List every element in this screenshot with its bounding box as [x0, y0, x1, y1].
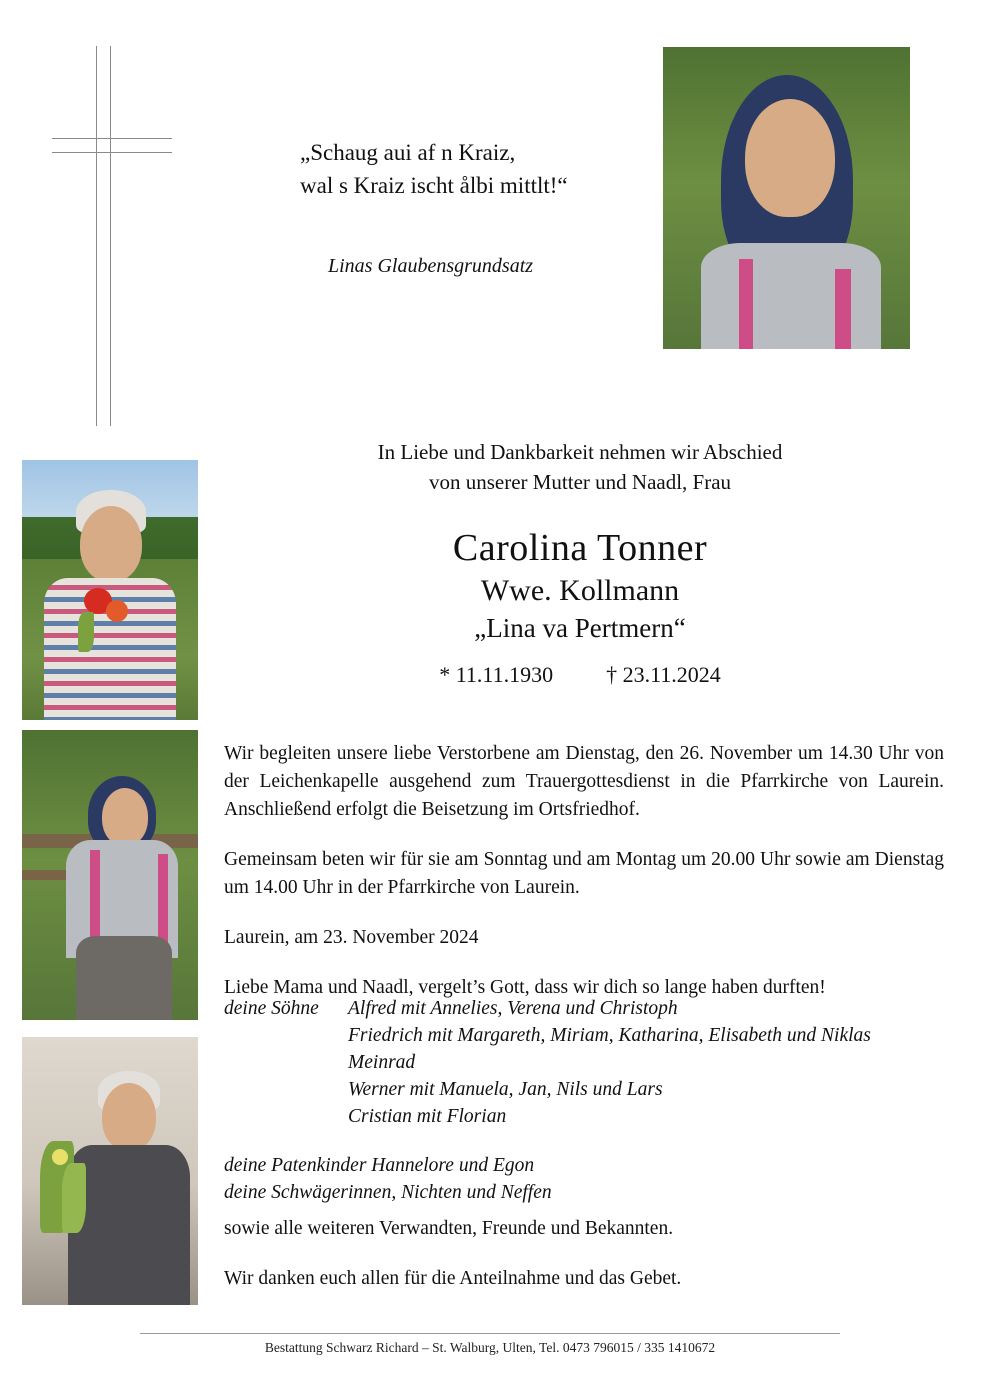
- son-line: Werner mit Manuela, Jan, Nils und Lars: [348, 1079, 663, 1100]
- son-line: Cristian mit Florian: [348, 1106, 507, 1127]
- name-block: [200, 525, 960, 688]
- footer-divider: [140, 1333, 840, 1334]
- sons-label: deine Söhne: [224, 998, 319, 1019]
- family-extra: [224, 1152, 944, 1206]
- life-dates: [200, 662, 960, 688]
- motto-line-2: wal s Kraiz ischt ålbi mittlt!“: [300, 173, 568, 198]
- sons-names: [348, 995, 944, 1130]
- deceased-widow-name: Wwe. Kollmann: [480, 574, 680, 607]
- closing-block: [224, 1215, 944, 1315]
- son-line: Alfred mit Annelies, Verena und Christoph: [348, 998, 678, 1019]
- portrait-photo-top: [663, 47, 910, 349]
- thanks-mother-line: Liebe Mama und Naadl, vergelt’s Gott, dass wir dich so lange haben durften!: [224, 977, 826, 998]
- intro-line-1: In Liebe und Dankbarkeit nehmen wir Abschied: [377, 440, 783, 464]
- funeral-paragraph: Wir begleiten unsere liebe Verstorbene am Dienstag, den 26. November um 14.30 Uhr von der Leichenkapelle ausgehend zum Trauergottesdienst in die Pfarrkirche von Laurein. Anschließend erfolgt die Beisetzung im Ortsfriedhof.: [224, 743, 944, 820]
- intro-block: [200, 437, 960, 497]
- photo-on-bench: [22, 730, 198, 1020]
- thanks-line: Wir danken euch allen für die Anteilnahme und das Gebet.: [224, 1268, 682, 1289]
- son-line: Meinrad: [348, 1052, 416, 1073]
- cross-horizontal-line-2: [52, 152, 172, 153]
- body-text: [224, 740, 944, 1024]
- godchildren-line: deine Patenkinder Hannelore und Egon: [224, 1155, 535, 1176]
- sons-row: [224, 995, 944, 1130]
- deceased-full-name: Carolina Tonner: [452, 527, 708, 569]
- motto-source: Linas Glaubensgrundsatz: [328, 255, 534, 277]
- relatives-line: sowie alle weiteren Verwandten, Freunde und Bekannten.: [224, 1218, 674, 1239]
- birth-date: * 11.11.1930: [439, 662, 554, 687]
- in-laws-line: deine Schwägerinnen, Nichten und Neffen: [224, 1182, 552, 1203]
- photo-indoor: [22, 1037, 198, 1305]
- cross-horizontal-line: [52, 138, 172, 139]
- motto-block: [300, 136, 700, 202]
- son-line: Friedrich mit Margareth, Miriam, Katharina, Elisabeth und Niklas: [348, 1025, 871, 1046]
- family-block: [224, 995, 944, 1206]
- place-date-line: Laurein, am 23. November 2024: [224, 927, 479, 948]
- cross-vertical-line: [96, 46, 97, 426]
- cross-vertical-line-2: [110, 46, 111, 426]
- photo-with-flowers: [22, 460, 198, 720]
- intro-line-2: von unserer Mutter und Naadl, Frau: [428, 470, 732, 494]
- cross-graphic: [52, 46, 172, 426]
- footer-undertaker: Bestattung Schwarz Richard – St. Walburg, Ulten, Tel. 0473 796015 / 335 1410672: [264, 1340, 716, 1355]
- death-date: † 23.11.2024: [606, 662, 721, 687]
- deceased-nickname: „Lina va Pertmern“: [474, 613, 686, 643]
- motto-line-1: „Schaug aui af n Kraiz,: [300, 140, 516, 165]
- prayer-paragraph: Gemeinsam beten wir für sie am Sonntag und am Montag um 20.00 Uhr sowie am Dienstag um 14.00 Uhr in der Pfarrkirche von Laurein.: [224, 849, 944, 898]
